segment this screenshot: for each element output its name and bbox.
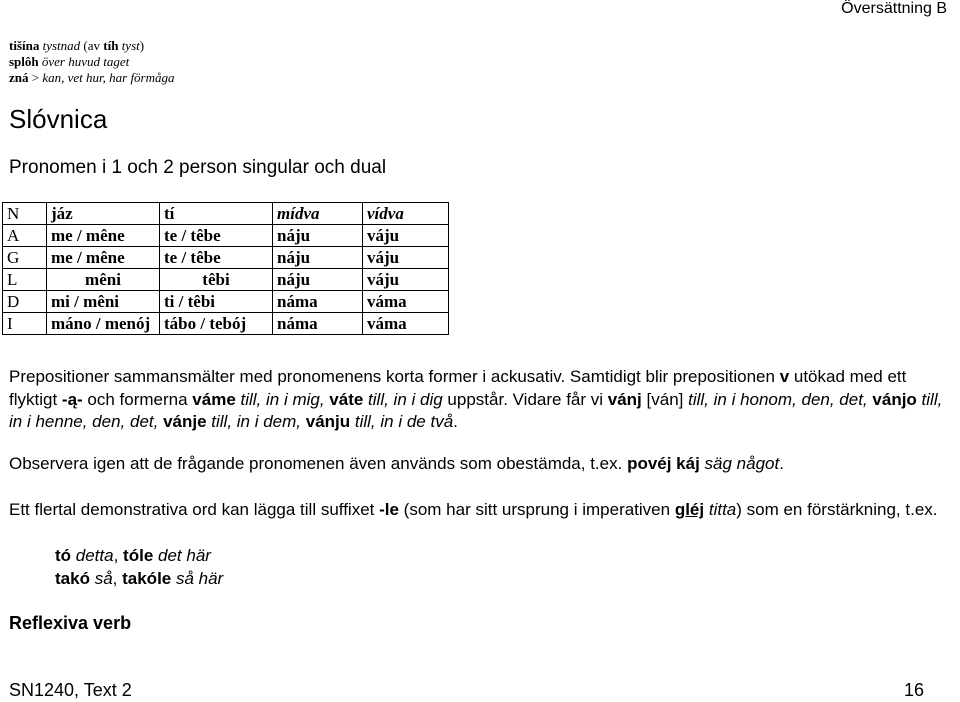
text-run: Prepositioner sammansmälter med pronomenens korta former i ackusativ. Samtidigt blir prepositionen xyxy=(9,367,780,386)
second-dual-cell: váju xyxy=(363,247,449,269)
bold-term: takó xyxy=(55,569,90,588)
case-cell: G xyxy=(3,247,47,269)
bold-term: -ą- xyxy=(61,389,83,409)
text-run: och formerna xyxy=(82,389,193,409)
bold-term: váte xyxy=(324,389,364,409)
italic-gloss: till, in i dig xyxy=(363,389,443,409)
page-title: Slóvnica xyxy=(9,104,108,134)
text-run: . xyxy=(779,454,784,473)
first-singular-cell: jáz xyxy=(47,203,160,225)
second-singular-cell: tí xyxy=(160,203,273,225)
paragraph-demonstratives xyxy=(9,499,959,522)
italic-gloss: till, in i mig, xyxy=(235,389,325,409)
table-row xyxy=(3,291,449,313)
italic-gloss: så xyxy=(89,569,113,588)
bold-term: takóle xyxy=(122,569,172,588)
italic-gloss: till, in i de två xyxy=(350,412,454,431)
text-run: ) som en förstärkning, t.ex. xyxy=(736,500,938,519)
glossary-paren-close: ) xyxy=(139,38,145,53)
bold-term: -le xyxy=(379,500,399,519)
glossary-word: zná xyxy=(9,70,29,85)
second-dual-cell: váma xyxy=(363,291,449,313)
text-run: uppstår. Vidare får vi xyxy=(442,389,608,409)
glossary-gloss: tyst xyxy=(118,38,140,53)
first-dual-cell: mídva xyxy=(273,203,363,225)
glossary-separator: > xyxy=(28,70,43,85)
case-cell: D xyxy=(3,291,47,313)
table-row xyxy=(3,203,449,225)
first-singular-cell: me / mêne xyxy=(47,247,160,269)
example-line xyxy=(55,568,223,590)
second-singular-cell: ti / têbi xyxy=(160,291,273,313)
first-dual-cell: náma xyxy=(273,313,363,335)
bold-term: v xyxy=(779,367,790,386)
text-run: Ett flertal demonstrativa ord kan lägga till suffixet xyxy=(9,500,380,519)
case-cell: I xyxy=(3,313,47,335)
section-heading: Reflexiva verb xyxy=(9,613,132,633)
bold-term: vánju xyxy=(301,412,351,431)
first-singular-cell: me / mêne xyxy=(47,225,160,247)
text-run: [ván] xyxy=(641,389,684,409)
first-dual-cell: náju xyxy=(273,225,363,247)
italic-gloss: till, in i dem, xyxy=(206,412,302,431)
glossary-line xyxy=(9,38,144,55)
italic-gloss: så här xyxy=(171,569,224,588)
italic-gloss: det här xyxy=(153,546,211,565)
text-run: . xyxy=(453,412,458,431)
example-line xyxy=(55,545,211,567)
second-dual-cell: váma xyxy=(363,313,449,335)
page-header-label: Översättning B xyxy=(841,0,947,17)
text-run: (som har sitt ursprung i imperativen xyxy=(398,500,675,519)
bold-term: povéj káj xyxy=(627,454,700,473)
second-singular-cell: te / têbe xyxy=(160,247,273,269)
footer-page-number: 16 xyxy=(903,680,924,700)
second-dual-cell: váju xyxy=(363,225,449,247)
case-cell: A xyxy=(3,225,47,247)
second-singular-cell: tábo / tebój xyxy=(160,313,273,335)
paragraph-indefinite xyxy=(9,453,959,476)
second-singular-cell: te / têbe xyxy=(160,225,273,247)
bold-term: gléj xyxy=(674,500,705,519)
glossary-word: splôh xyxy=(9,54,39,69)
text-run: Observera igen att de frågande pronomenen även används som obestämda, t.ex. xyxy=(9,454,628,473)
glossary-line xyxy=(9,54,129,71)
glossary-word: tíh xyxy=(103,38,119,53)
text-run: , xyxy=(113,546,124,565)
italic-gloss: till, in i henne, den, det, xyxy=(9,389,943,431)
table-row xyxy=(3,225,449,247)
first-dual-cell: náma xyxy=(273,291,363,313)
first-dual-cell: náju xyxy=(273,247,363,269)
italic-gloss: till, in i honom, den, det, xyxy=(683,389,868,409)
second-dual-cell: vídva xyxy=(363,203,449,225)
italic-gloss: detta xyxy=(71,546,114,565)
first-singular-cell: mêni xyxy=(47,269,160,291)
footer-course-label: SN1240, Text 2 xyxy=(9,680,132,700)
case-cell: L xyxy=(3,269,47,291)
bold-term: vánje xyxy=(158,412,207,431)
table-row xyxy=(3,247,449,269)
paragraph-prepositions xyxy=(9,366,959,434)
second-singular-cell: têbi xyxy=(160,269,273,291)
glossary-gloss: kan, vet hur, har förmåga xyxy=(42,70,175,85)
text-run: utökad med ett flyktigt xyxy=(9,367,907,409)
section-subtitle: Pronomen i 1 och 2 person singular och dual xyxy=(9,157,387,178)
bold-term: tóle xyxy=(123,546,154,565)
second-dual-cell: váju xyxy=(363,269,449,291)
glossary-line xyxy=(9,70,175,87)
case-cell: N xyxy=(3,203,47,225)
text-run: , xyxy=(112,569,123,588)
bold-term: vánj xyxy=(607,389,642,409)
bold-term: tó xyxy=(55,546,72,565)
first-dual-cell: náju xyxy=(273,269,363,291)
table-row xyxy=(3,269,449,291)
pronoun-table xyxy=(2,202,449,335)
italic-gloss: säg något xyxy=(699,454,780,473)
first-singular-cell: mi / mêni xyxy=(47,291,160,313)
bold-term: vánjo xyxy=(872,389,917,409)
glossary-word: tišína xyxy=(9,38,40,53)
table-row xyxy=(3,313,449,335)
bold-term: váme xyxy=(192,389,236,409)
glossary-gloss: tystnad xyxy=(42,38,81,53)
first-singular-cell: máno / menój xyxy=(47,313,160,335)
glossary-gloss: över huvud taget xyxy=(41,54,130,69)
glossary-paren-open: (av xyxy=(80,38,104,53)
italic-gloss: titta xyxy=(704,500,737,519)
